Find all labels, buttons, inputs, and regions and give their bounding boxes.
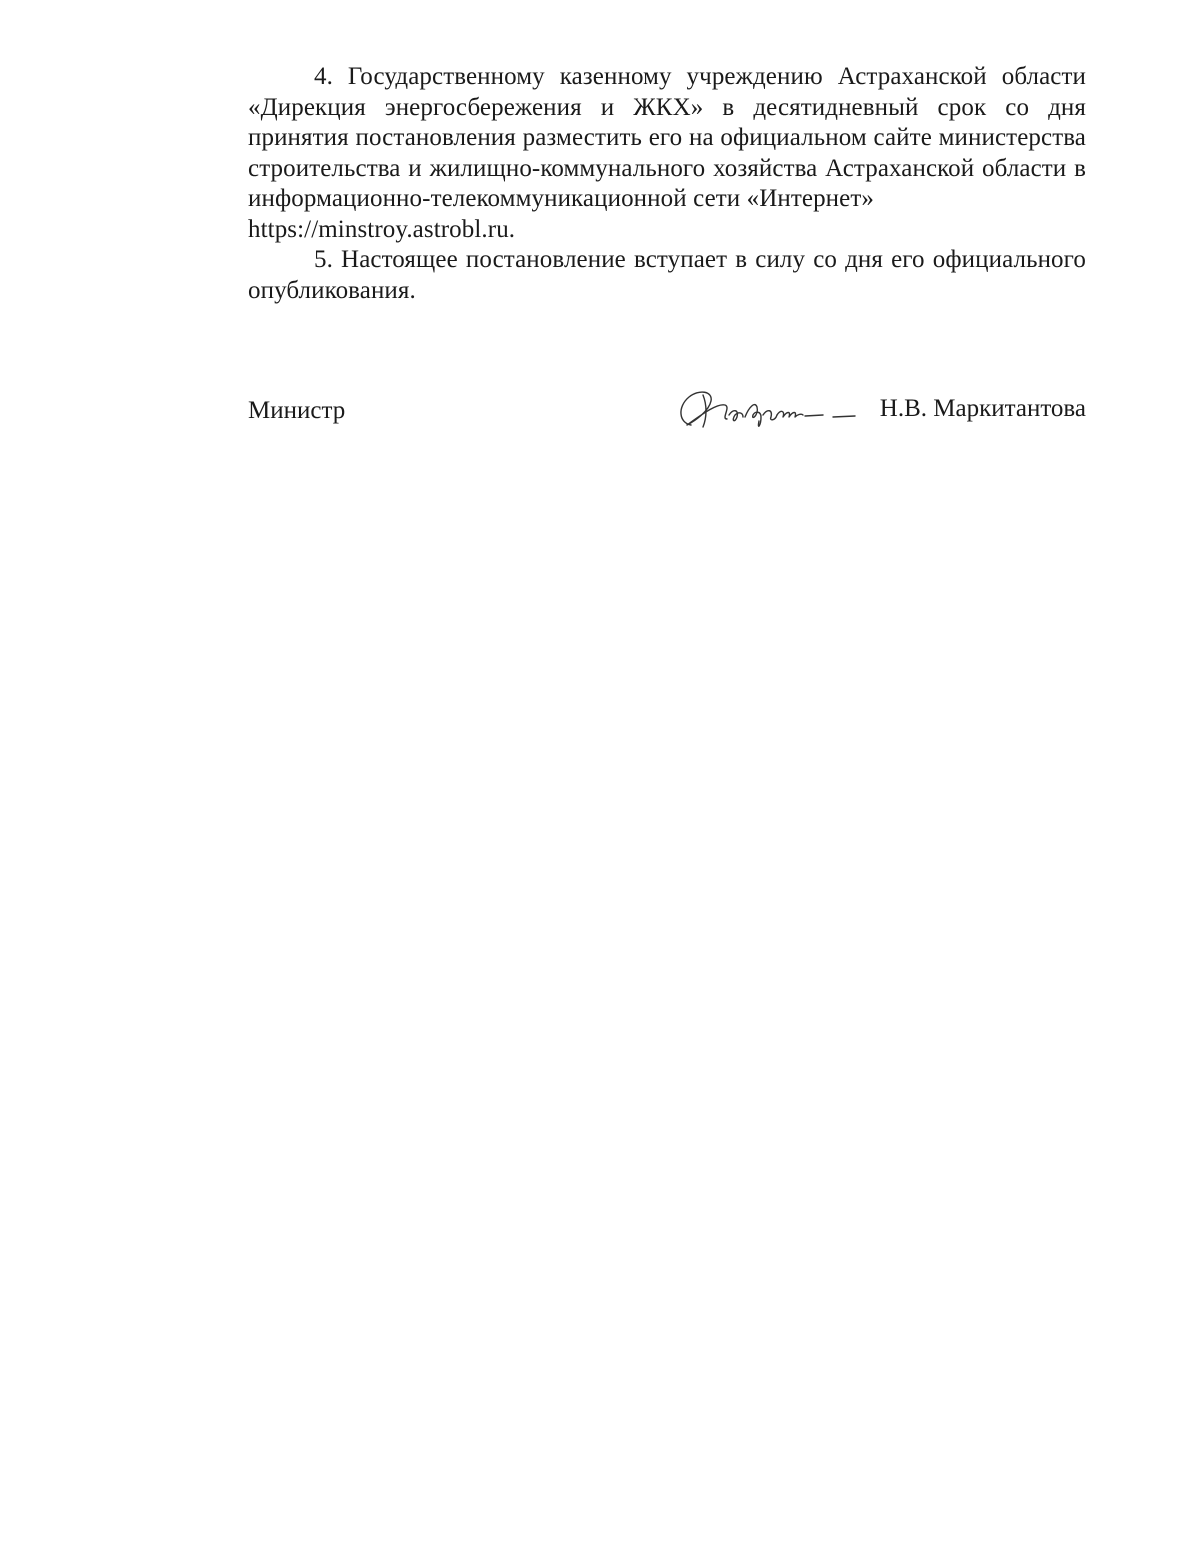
- signatory-role: Министр: [248, 397, 346, 424]
- paragraph-5: 5. Настоящее постановление вступает в силу со дня его официального опубликования.: [248, 246, 1086, 304]
- paragraph-4: [248, 62, 1086, 215]
- handwritten-signature: [673, 385, 873, 437]
- signature-block: [248, 385, 1086, 445]
- paragraph-4-text: 4. Государственному казенному учреждению Астраханской области «Дирекция энергосбережения и ЖКХ» в десятидневный срок со дня принятия постановления разместить его на официальном сайте министерства строительства и жилищно-коммунального хозяйства Астраханской области в информационно-телекоммуникационной сети «Интернет»: [248, 63, 1086, 212]
- document-body: [248, 62, 1086, 306]
- signatory-name: Н.В. Маркитантова: [879, 395, 1086, 422]
- paragraph-4-url: https://minstroy.astrobl.ru.: [248, 215, 516, 243]
